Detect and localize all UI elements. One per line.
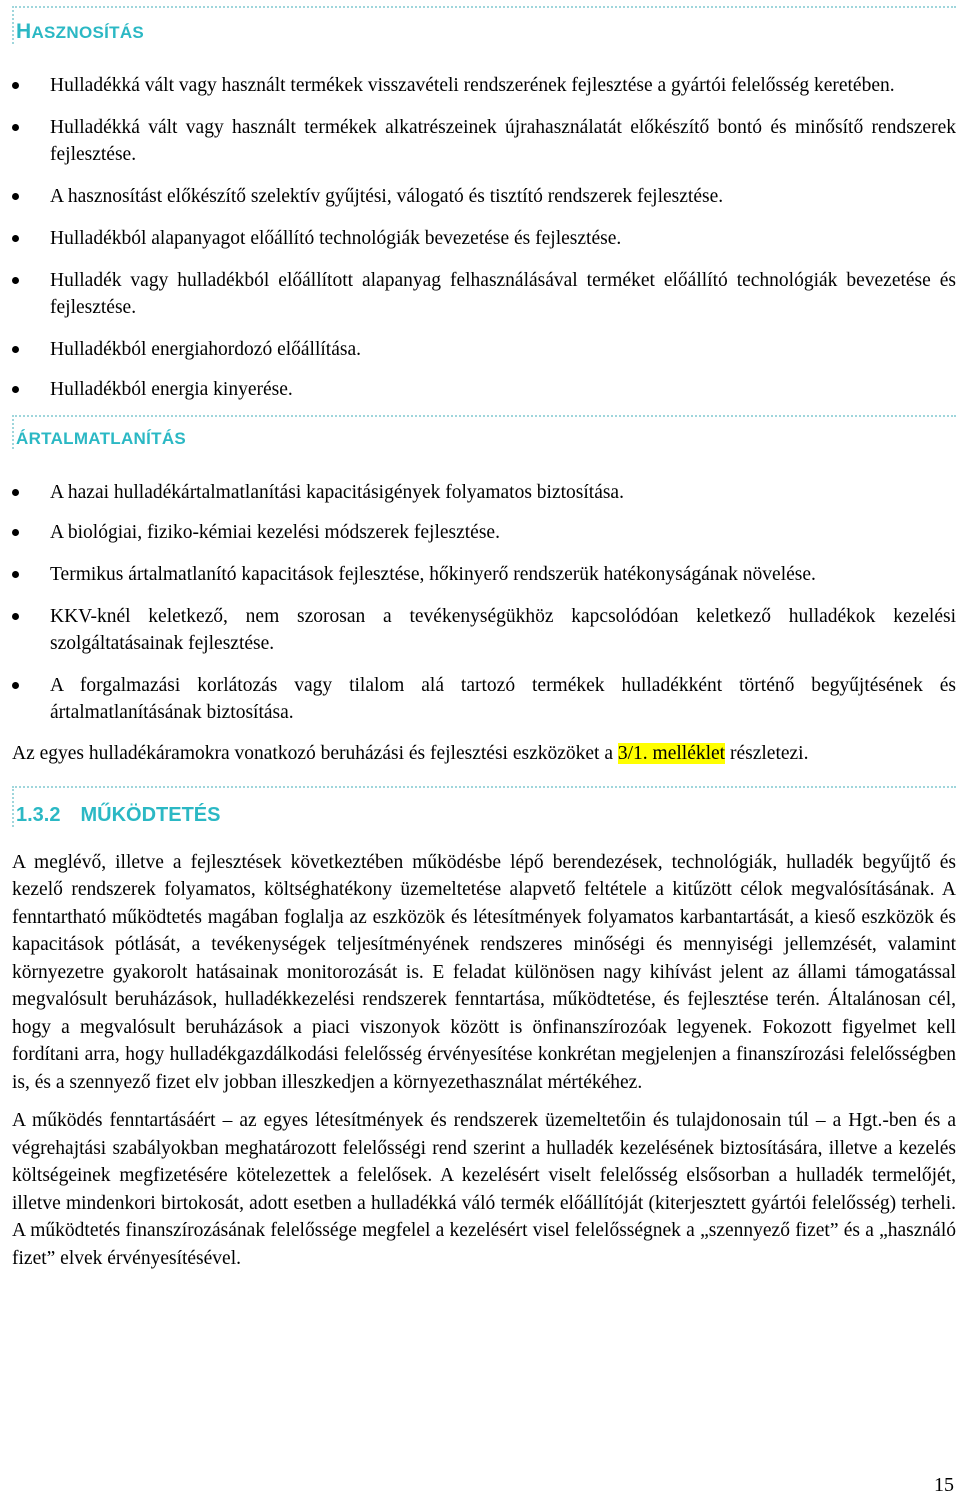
hasznositas-list xyxy=(12,72,956,403)
list-item: Hulladékból energiahordozó előállítása. xyxy=(12,336,956,363)
document-page xyxy=(12,0,956,1272)
list-item: Hulladékká vált vagy használt termékek alkatrészeinek újrahasználatát előkészítő bontó és minősítő rendszerek fejlesztése. xyxy=(12,114,956,168)
section-heading-artalmatlanitas: ÁRTALMATLANÍTÁS xyxy=(12,415,956,449)
section-title: MŰKÖDTETÉS xyxy=(80,803,221,826)
list-item: Termikus ártalmatlanító kapacitások fejlesztése, hőkinyerő rendszerük hatékonyságának növelése. xyxy=(12,561,956,588)
page-number: 15 xyxy=(934,1474,954,1496)
section-heading-hasznositas: HASZNOSÍTÁS xyxy=(12,6,956,44)
bullet-icon xyxy=(12,235,19,242)
list-item: A biológiai, fiziko-kémiai kezelési módszerek fejlesztése. xyxy=(12,519,956,546)
list-item: A hazai hulladékártalmatlanítási kapacitásigények folyamatos biztosítása. xyxy=(12,479,956,506)
bullet-icon xyxy=(12,124,19,131)
bullet-icon xyxy=(12,571,19,578)
annex-link[interactable]: melléklet xyxy=(652,743,726,764)
bullet-icon xyxy=(12,193,19,200)
section-heading-mukodtetes xyxy=(12,786,956,827)
section-number: 1.3.2 xyxy=(16,803,61,826)
list-item: A hasznosítást előkészítő szelektív gyűjtési, válogató és tisztító rendszerek fejlesztése. xyxy=(12,183,956,210)
bullet-icon xyxy=(12,682,19,689)
body-paragraph: A működés fenntartásáért – az egyes létesítmények és rendszerek üzemeltetőin és tulajdonosain túl – a Hgt.-ben és a végrehajtási szabályokban meghatározott felelősségi rend szerint a hulladék kezelésének biztosítására, illetve a kezelés költségeinek megfizetésére kötelezettek a felelősek. A kezelésért viselt felelősség elsősorban a hulladék termelőjét, illetve mindenkori birtokosát, adott esetben a hulladékká váló termék előállítóját (kiterjesztett gyártói felelősség) terheli. A működtetés finanszírozásának felelőssége megfelel a kezelésért visel felelősségnek a „szennyező fizet” és a „használó fizet” elvek érvényesítésével. xyxy=(12,1110,956,1269)
bullet-icon xyxy=(12,529,19,536)
list-item: KKV-knél keletkező, nem szorosan a tevékenységükhöz kapcsolódóan keletkező hulladékok kezelési szolgáltatásainak fejlesztése. xyxy=(12,603,956,657)
bullet-icon xyxy=(12,346,19,353)
list-item: A forgalmazási korlátozás vagy tilalom alá tartozó termékek hulladékként történő begyűjtésének és ártalmatlanításának biztosítása. xyxy=(12,672,956,726)
bullet-icon xyxy=(12,82,19,89)
annex-note: Az egyes hulladékáramokra vonatkozó beruházási és fejlesztési eszközöket a 3/1. melléklet részletezi. xyxy=(12,743,809,764)
list-item: Hulladék vagy hulladékból előállított alapanyag felhasználásával terméket előállító technológiák bevezetése és fejlesztése. xyxy=(12,267,956,321)
list-item: Hulladékból alapanyagot előállító technológiák bevezetése és fejlesztése. xyxy=(12,225,956,252)
bullet-icon xyxy=(12,277,19,284)
artalmatlanitas-list xyxy=(12,479,956,726)
list-item: Hulladékká vált vagy használt termékek visszavételi rendszerének fejlesztése a gyártói felelősség keretében. xyxy=(12,72,956,99)
bullet-icon xyxy=(12,386,19,393)
bullet-icon xyxy=(12,489,19,496)
body-paragraph: A meglévő, illetve a fejlesztések következtében működésbe lépő berendezések, technológiák, hulladék begyűjtő és kezelő rendszerek folyamatos, költséghatékony üzemeltetése alapvető feltétele a kitűzött célok megvalósításának. A fenntartható működtetés magában foglalja az eszközök és létesítmények folyamatos karbantartását, a kieső eszközök és kapacitások pótlását, a tevékenységek teljesítményének rendszeres minőségi és mennyiségi jellemzését, valamint környezetre gyakorolt hatásainak monitorozását is. E feladat különösen nagy kihívást jelent az állami támogatással megvalósult beruházások, hulladékkezelési rendszerek fenntartása, működtetése, és fejlesztése terén. Általánosan cél, hogy a megvalósult beruházások a piaci viszonyok között is önfinanszírozóak legyenek. Fokozott figyelmet kell fordítani arra, hogy hulladékgazdálkodási felelősség érvényesítése konkrétan megjelenjen a finanszírozási felelősségben is, és a szennyező fizet elv jobban illeszkedjen a környezethasználat mértékéhez. xyxy=(12,851,956,1093)
list-item: Hulladékból energia kinyerése. xyxy=(12,376,956,403)
annex-reference: 3/1. xyxy=(617,743,648,764)
bullet-icon xyxy=(12,613,19,620)
